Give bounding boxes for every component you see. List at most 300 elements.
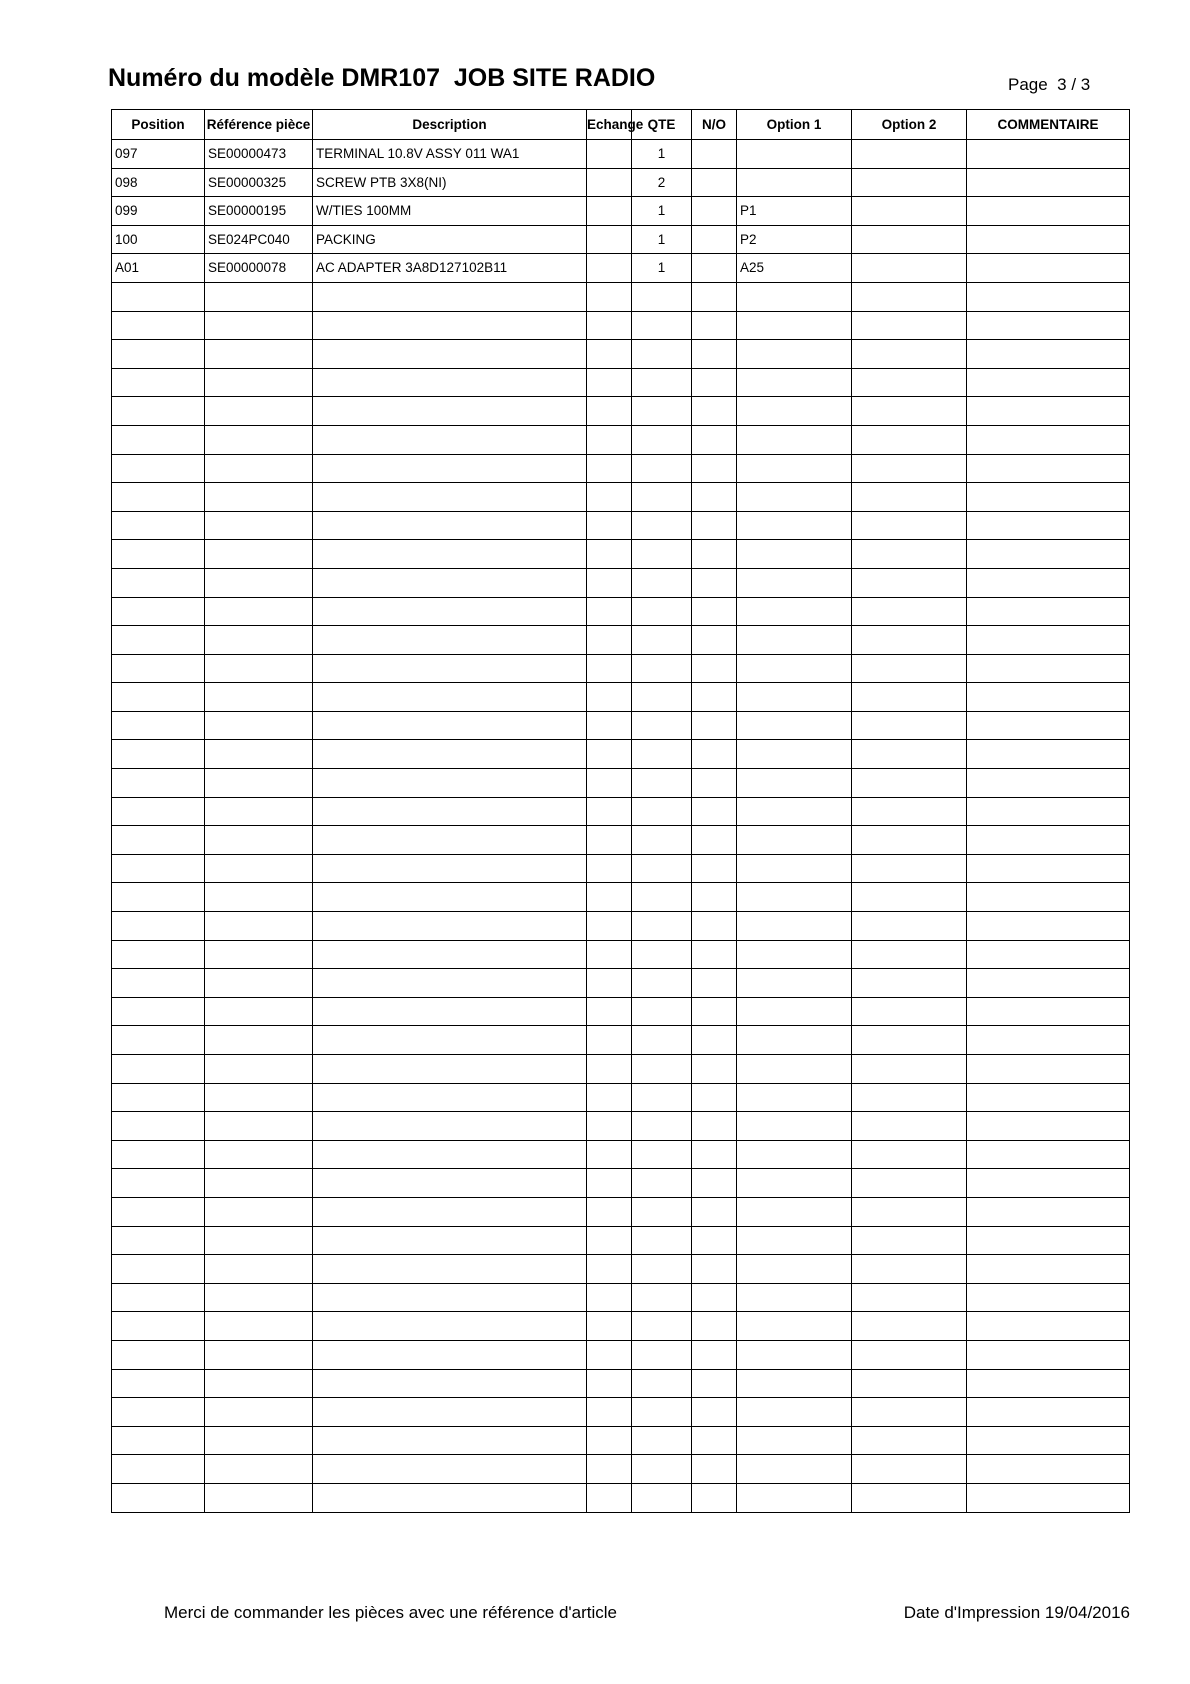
cell-commentaire — [967, 568, 1130, 597]
cell-qte — [632, 883, 692, 912]
cell-qte — [632, 654, 692, 683]
cell-option1 — [737, 1255, 852, 1284]
cell-position — [112, 626, 205, 655]
cell-no — [692, 912, 737, 941]
cell-echange — [587, 483, 632, 512]
cell-option2 — [852, 340, 967, 369]
cell-position — [112, 1055, 205, 1084]
cell-commentaire — [967, 769, 1130, 798]
cell-option2 — [852, 1369, 967, 1398]
column-header-position: Position — [112, 110, 205, 140]
cell-no — [692, 1197, 737, 1226]
column-header-no: N/O — [692, 110, 737, 140]
cell-option1 — [737, 883, 852, 912]
cell-position — [112, 1483, 205, 1512]
cell-option1 — [737, 140, 852, 169]
cell-option1 — [737, 969, 852, 998]
cell-echange — [587, 1169, 632, 1198]
cell-echange — [587, 511, 632, 540]
cell-option1 — [737, 740, 852, 769]
cell-commentaire — [967, 511, 1130, 540]
cell-no — [692, 1226, 737, 1255]
cell-reference — [205, 311, 313, 340]
cell-option1 — [737, 1369, 852, 1398]
table-row-empty — [112, 340, 1130, 369]
table-row-empty — [112, 883, 1130, 912]
cell-reference — [205, 969, 313, 998]
cell-commentaire — [967, 168, 1130, 197]
cell-no — [692, 483, 737, 512]
cell-position — [112, 1283, 205, 1312]
table-row-empty — [112, 940, 1130, 969]
cell-description — [313, 1169, 587, 1198]
cell-position — [112, 654, 205, 683]
cell-option2 — [852, 197, 967, 226]
table-row-empty — [112, 1169, 1130, 1198]
cell-qte — [632, 397, 692, 426]
cell-description — [313, 826, 587, 855]
cell-option1 — [737, 1283, 852, 1312]
cell-position — [112, 568, 205, 597]
cell-no — [692, 1340, 737, 1369]
cell-description — [313, 1483, 587, 1512]
cell-commentaire — [967, 540, 1130, 569]
cell-echange — [587, 454, 632, 483]
cell-no — [692, 1283, 737, 1312]
cell-option1 — [737, 454, 852, 483]
cell-position — [112, 683, 205, 712]
cell-no — [692, 1455, 737, 1484]
cell-position — [112, 511, 205, 540]
cell-reference — [205, 1483, 313, 1512]
cell-no — [692, 854, 737, 883]
table-row-empty — [112, 1083, 1130, 1112]
column-header-description: Description — [313, 110, 587, 140]
cell-reference: SE00000325 — [205, 168, 313, 197]
table-row-empty — [112, 540, 1130, 569]
cell-option2 — [852, 1312, 967, 1341]
table-row-empty — [112, 1055, 1130, 1084]
cell-option2 — [852, 1255, 967, 1284]
cell-option1 — [737, 912, 852, 941]
cell-option2 — [852, 997, 967, 1026]
cell-option1 — [737, 683, 852, 712]
cell-description — [313, 1312, 587, 1341]
table-row-empty — [112, 1112, 1130, 1141]
cell-position — [112, 1026, 205, 1055]
cell-option2 — [852, 1455, 967, 1484]
cell-option1 — [737, 997, 852, 1026]
cell-option1 — [737, 940, 852, 969]
cell-reference: SE00000473 — [205, 140, 313, 169]
cell-position — [112, 397, 205, 426]
cell-no — [692, 1398, 737, 1427]
cell-description — [313, 626, 587, 655]
cell-commentaire — [967, 797, 1130, 826]
cell-commentaire — [967, 597, 1130, 626]
cell-description — [313, 740, 587, 769]
cell-reference — [205, 1197, 313, 1226]
cell-no — [692, 425, 737, 454]
cell-qte — [632, 1455, 692, 1484]
table-row-empty — [112, 1483, 1130, 1512]
cell-qte — [632, 1026, 692, 1055]
cell-position — [112, 740, 205, 769]
table-row — [112, 225, 1130, 254]
cell-commentaire — [967, 1455, 1130, 1484]
cell-qte — [632, 568, 692, 597]
cell-option1 — [737, 1340, 852, 1369]
cell-reference — [205, 740, 313, 769]
cell-no — [692, 826, 737, 855]
cell-no — [692, 1055, 737, 1084]
cell-description — [313, 1226, 587, 1255]
cell-commentaire — [967, 225, 1130, 254]
cell-reference — [205, 1255, 313, 1284]
cell-position — [112, 311, 205, 340]
table-row-empty — [112, 1312, 1130, 1341]
cell-option1 — [737, 654, 852, 683]
cell-position: 098 — [112, 168, 205, 197]
cell-position — [112, 454, 205, 483]
cell-echange — [587, 683, 632, 712]
cell-position — [112, 1398, 205, 1427]
cell-option1 — [737, 568, 852, 597]
cell-position — [112, 1083, 205, 1112]
cell-reference — [205, 1083, 313, 1112]
cell-reference — [205, 912, 313, 941]
cell-echange — [587, 197, 632, 226]
cell-option2 — [852, 540, 967, 569]
cell-option2 — [852, 854, 967, 883]
cell-option2 — [852, 654, 967, 683]
cell-description — [313, 1369, 587, 1398]
cell-option2 — [852, 797, 967, 826]
cell-description — [313, 1083, 587, 1112]
cell-option2 — [852, 483, 967, 512]
cell-echange — [587, 797, 632, 826]
cell-reference — [205, 425, 313, 454]
cell-echange — [587, 940, 632, 969]
cell-reference — [205, 568, 313, 597]
cell-position — [112, 940, 205, 969]
cell-no — [692, 1483, 737, 1512]
cell-option2 — [852, 1340, 967, 1369]
cell-echange — [587, 1340, 632, 1369]
table-row-empty — [112, 711, 1130, 740]
cell-commentaire — [967, 1169, 1130, 1198]
cell-option1 — [737, 311, 852, 340]
cell-reference — [205, 454, 313, 483]
cell-description — [313, 1455, 587, 1484]
cell-echange — [587, 969, 632, 998]
cell-description — [313, 797, 587, 826]
cell-reference — [205, 883, 313, 912]
cell-option2 — [852, 1169, 967, 1198]
cell-option2 — [852, 1083, 967, 1112]
cell-echange — [587, 654, 632, 683]
cell-option1 — [737, 1455, 852, 1484]
cell-no — [692, 1312, 737, 1341]
cell-no — [692, 1083, 737, 1112]
cell-description — [313, 769, 587, 798]
table-row-empty — [112, 1340, 1130, 1369]
cell-option1 — [737, 769, 852, 798]
cell-option1 — [737, 540, 852, 569]
cell-option2 — [852, 1426, 967, 1455]
cell-option2 — [852, 1283, 967, 1312]
cell-reference — [205, 1026, 313, 1055]
cell-reference — [205, 511, 313, 540]
column-header-reference: Référence pièce — [205, 110, 313, 140]
cell-description: AC ADAPTER 3A8D127102B11 — [313, 254, 587, 283]
cell-echange — [587, 1398, 632, 1427]
cell-qte — [632, 1055, 692, 1084]
cell-qte — [632, 740, 692, 769]
table-row-empty — [112, 912, 1130, 941]
cell-qte — [632, 797, 692, 826]
cell-commentaire — [967, 1112, 1130, 1141]
cell-qte — [632, 425, 692, 454]
cell-commentaire — [967, 740, 1130, 769]
cell-reference — [205, 1398, 313, 1427]
cell-option2 — [852, 1140, 967, 1169]
cell-commentaire — [967, 1255, 1130, 1284]
table-row-empty — [112, 454, 1130, 483]
cell-reference — [205, 282, 313, 311]
cell-no — [692, 311, 737, 340]
cell-position — [112, 1455, 205, 1484]
cell-no — [692, 197, 737, 226]
cell-option2 — [852, 912, 967, 941]
cell-echange — [587, 397, 632, 426]
cell-option1 — [737, 1226, 852, 1255]
cell-no — [692, 168, 737, 197]
cell-option1 — [737, 168, 852, 197]
cell-echange — [587, 1226, 632, 1255]
cell-option2 — [852, 311, 967, 340]
cell-reference — [205, 1112, 313, 1141]
cell-option1: A25 — [737, 254, 852, 283]
table-row-empty — [112, 769, 1130, 798]
cell-option2 — [852, 1398, 967, 1427]
cell-option2 — [852, 1197, 967, 1226]
cell-echange — [587, 854, 632, 883]
cell-option2 — [852, 397, 967, 426]
cell-commentaire — [967, 1140, 1130, 1169]
cell-description — [313, 1283, 587, 1312]
cell-description — [313, 568, 587, 597]
cell-no — [692, 883, 737, 912]
cell-qte: 1 — [632, 140, 692, 169]
cell-no — [692, 797, 737, 826]
cell-position — [112, 1197, 205, 1226]
cell-option2 — [852, 425, 967, 454]
cell-description: TERMINAL 10.8V ASSY 011 WA1 — [313, 140, 587, 169]
cell-echange — [587, 140, 632, 169]
cell-option1 — [737, 1112, 852, 1141]
cell-no — [692, 626, 737, 655]
cell-description: PACKING — [313, 225, 587, 254]
cell-commentaire — [967, 854, 1130, 883]
cell-qte — [632, 597, 692, 626]
cell-commentaire — [967, 683, 1130, 712]
cell-description — [313, 883, 587, 912]
cell-position — [112, 969, 205, 998]
cell-no — [692, 1026, 737, 1055]
table-row-empty — [112, 626, 1130, 655]
cell-option1 — [737, 797, 852, 826]
cell-commentaire — [967, 1312, 1130, 1341]
cell-qte: 2 — [632, 168, 692, 197]
cell-echange — [587, 1197, 632, 1226]
cell-reference — [205, 626, 313, 655]
cell-commentaire — [967, 1426, 1130, 1455]
cell-commentaire — [967, 997, 1130, 1026]
cell-option2 — [852, 568, 967, 597]
cell-option2 — [852, 883, 967, 912]
column-header-option2: Option 2 — [852, 110, 967, 140]
cell-no — [692, 1255, 737, 1284]
cell-no — [692, 1169, 737, 1198]
table-row-empty — [112, 969, 1130, 998]
cell-description — [313, 1340, 587, 1369]
cell-description — [313, 912, 587, 941]
table-row-empty — [112, 797, 1130, 826]
cell-position — [112, 540, 205, 569]
cell-position: A01 — [112, 254, 205, 283]
cell-description — [313, 854, 587, 883]
cell-reference: SE00000078 — [205, 254, 313, 283]
cell-no — [692, 683, 737, 712]
cell-description — [313, 1255, 587, 1284]
cell-reference — [205, 397, 313, 426]
cell-reference — [205, 1140, 313, 1169]
cell-commentaire — [967, 1055, 1130, 1084]
cell-option1 — [737, 483, 852, 512]
table-row — [112, 140, 1130, 169]
cell-option1 — [737, 1426, 852, 1455]
cell-echange — [587, 1055, 632, 1084]
cell-option2 — [852, 1112, 967, 1141]
cell-option2 — [852, 1055, 967, 1084]
cell-option2 — [852, 168, 967, 197]
cell-option1 — [737, 1312, 852, 1341]
cell-echange — [587, 282, 632, 311]
cell-no — [692, 1369, 737, 1398]
table-row — [112, 197, 1130, 226]
cell-description — [313, 1398, 587, 1427]
cell-description: SCREW PTB 3X8(NI) — [313, 168, 587, 197]
cell-commentaire — [967, 969, 1130, 998]
cell-echange — [587, 225, 632, 254]
cell-qte — [632, 1255, 692, 1284]
table-header-row — [112, 110, 1130, 140]
cell-no — [692, 654, 737, 683]
cell-reference — [205, 597, 313, 626]
cell-description — [313, 997, 587, 1026]
cell-option1 — [737, 1483, 852, 1512]
cell-option1 — [737, 626, 852, 655]
cell-no — [692, 368, 737, 397]
cell-qte — [632, 683, 692, 712]
table-row-empty — [112, 1455, 1130, 1484]
cell-echange — [587, 826, 632, 855]
cell-commentaire — [967, 311, 1130, 340]
cell-description — [313, 1055, 587, 1084]
cell-option1 — [737, 368, 852, 397]
cell-option2 — [852, 1226, 967, 1255]
cell-position — [112, 997, 205, 1026]
cell-option1: P1 — [737, 197, 852, 226]
cell-echange — [587, 912, 632, 941]
cell-echange — [587, 1283, 632, 1312]
table-row-empty — [112, 654, 1130, 683]
cell-description — [313, 540, 587, 569]
table-row-empty — [112, 568, 1130, 597]
cell-echange — [587, 1455, 632, 1484]
cell-description: W/TIES 100MM — [313, 197, 587, 226]
cell-echange — [587, 769, 632, 798]
cell-reference — [205, 940, 313, 969]
cell-reference — [205, 1455, 313, 1484]
cell-description — [313, 368, 587, 397]
cell-option1 — [737, 826, 852, 855]
cell-option2 — [852, 711, 967, 740]
cell-commentaire — [967, 454, 1130, 483]
cell-position — [112, 711, 205, 740]
table-row-empty — [112, 1140, 1130, 1169]
cell-no — [692, 997, 737, 1026]
cell-position — [112, 769, 205, 798]
cell-qte — [632, 1312, 692, 1341]
cell-echange — [587, 711, 632, 740]
cell-description — [313, 683, 587, 712]
cell-echange — [587, 340, 632, 369]
cell-reference — [205, 368, 313, 397]
cell-echange — [587, 626, 632, 655]
parts-table — [111, 109, 1130, 1513]
cell-echange — [587, 1026, 632, 1055]
cell-no — [692, 940, 737, 969]
cell-option2 — [852, 626, 967, 655]
cell-option2 — [852, 368, 967, 397]
cell-no — [692, 597, 737, 626]
table-row-empty — [112, 1426, 1130, 1455]
cell-qte: 1 — [632, 225, 692, 254]
cell-qte — [632, 1197, 692, 1226]
column-header-option1: Option 1 — [737, 110, 852, 140]
cell-position — [112, 883, 205, 912]
cell-option2 — [852, 826, 967, 855]
cell-qte — [632, 540, 692, 569]
cell-reference — [205, 769, 313, 798]
column-header-echange: Echange — [587, 110, 632, 140]
cell-option1 — [737, 511, 852, 540]
cell-option2 — [852, 254, 967, 283]
cell-commentaire — [967, 254, 1130, 283]
cell-commentaire — [967, 1398, 1130, 1427]
cell-echange — [587, 1140, 632, 1169]
cell-description — [313, 282, 587, 311]
table-row-empty — [112, 511, 1130, 540]
table-row-empty — [112, 1369, 1130, 1398]
cell-option2 — [852, 940, 967, 969]
table-row-empty — [112, 1197, 1130, 1226]
cell-option2 — [852, 1026, 967, 1055]
cell-position — [112, 282, 205, 311]
cell-qte — [632, 311, 692, 340]
